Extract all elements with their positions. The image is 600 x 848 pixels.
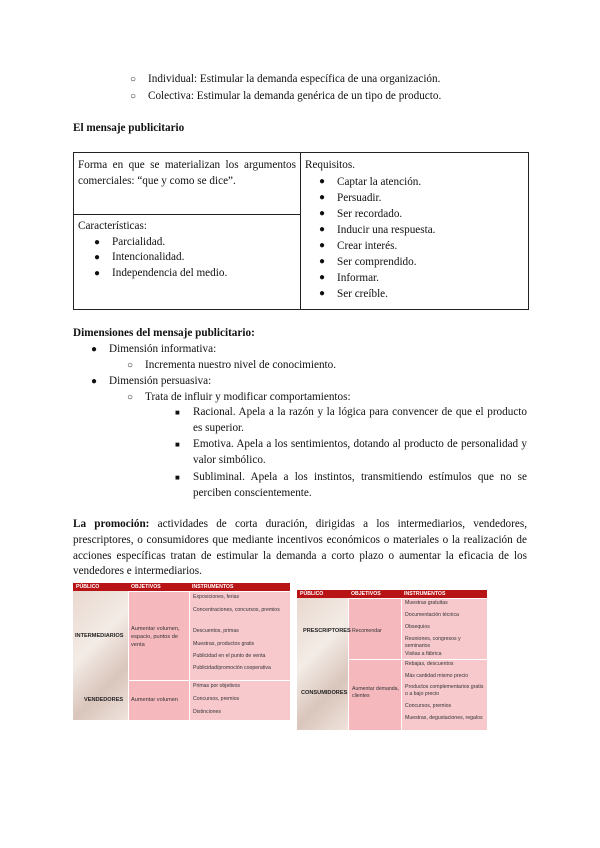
objetivo-cell: Recomendar [352,628,382,634]
list-item: ● Persuadir. [319,191,382,204]
instrument-item: Descuentos, primas [193,628,239,634]
instrument-item: Obsequios [405,624,430,630]
instrument-item: Rebajas, descuentos [405,661,454,667]
objetivo-cell: Aumentar volumen [131,697,178,703]
publico-label: CONSUMIDORES [301,690,348,696]
list-item: ● Ser creíble. [319,288,388,301]
dimensiones-heading: Dimensiones del mensaje publicitario: [73,327,255,339]
publico-label: VENDEDORES [84,697,124,703]
bullet-individual: ○ Individual: Estimular la demanda específica de una organización. [130,72,550,88]
promo-table-left [73,583,290,720]
instrument-item: Muestras, productos gratis [193,641,255,647]
instrument-item: Muestras, degustaciones, regalos [405,715,483,721]
persuasiva-sub: ○ Trata de influir y modificar comportamientos: [127,391,351,403]
list-item: ● Intencionalidad. [94,251,185,263]
requirements-title: Requisitos. [305,159,356,171]
header-row: PÚBLICO OBJETIVOS INSTRUMENTOS [73,583,290,591]
informativa-sub: ○ Incrementa nuestro nivel de conocimiento. [127,359,337,371]
list-item: ● Parcialidad. [94,235,166,248]
list-item: ● Ser recordado. [319,207,403,220]
dimension-persuasiva: ● Dimensión persuasiva: [91,375,212,387]
instrument-item: Concentraciones, concursos, premios [193,607,280,613]
circle-bullet-icon: ○ [130,91,137,102]
objetivo-cell: Aumentar demanda, clientes [352,686,400,699]
photo [297,598,348,730]
mensaje-table [73,152,529,310]
instrument-item: Reuniones, congresos y seminarios [405,636,461,649]
instrument-item: Publicidad/promoción cooperativa [193,665,271,671]
instrument-item: Concursos, premios [193,696,240,702]
tipo-subliminal: ■ Subliminal. Apela a los instintos, transmitiendo estímulos que no se perciben conscientemente. [175,471,527,499]
list-item: ● Ser comprendido. [319,255,417,268]
instrument-item: Exposiciones, ferias [193,594,240,600]
dimension-informativa: ● Dimensión informativa: [91,343,217,355]
list-item: ● Independencia del medio. [94,266,228,279]
instrument-item: Productos complementarios gratis o a bajo precio [405,684,484,697]
requirements-cell [305,158,523,302]
instrument-item: Más cantidad mismo precio [405,673,469,679]
characteristics-title: Características: [78,220,147,232]
tipo-emotiva: ■ Emotiva. Apela a los sentimientos, dotando al producto de personalidad y valor simbólico. [175,438,527,466]
publico-label: PRESCRIPTORES [303,628,351,634]
circle-bullet-icon: ○ [130,74,137,85]
instrument-item: Primas por objetivos [193,683,240,689]
list-item: ● Crear interés. [319,239,398,252]
publico-label: INTERMEDIARIOS [75,633,124,639]
list-item: ● Inducir una respuesta. [319,223,436,236]
instrument-item: Muestras gratuitas [405,600,448,606]
objetivo-cell: Aumentar volumen, espacio, puntos de venta [131,626,180,648]
instrument-item: Concursos, premios [405,703,452,709]
tipo-racional: ■ Racional. Apela a la razón y la lógica para convencer de que el producto es superior. [175,406,527,434]
bullet-colectiva: ○ Colectiva: Estimular la demanda genérica de un tipo de producto. [130,89,550,105]
instrument-item: Documentación técnica [405,612,459,618]
instrument-item: Publicidad en el punto de venta [193,653,266,659]
list-item: ● Captar la atención. [319,175,422,188]
characteristics-cell [78,219,296,281]
promocion-lead: La promoción: [73,518,150,530]
header-row: PÚBLICO OBJETIVOS INSTRUMENTOS [297,590,487,598]
instrument-item: Visitas a fábrica [405,651,442,657]
list-item: ● Informar. [319,272,379,285]
mensaje-heading: El mensaje publicitario [73,122,185,134]
definition-cell: Forma en que se materializan los argumentos comerciales: “que y como se dice”. [78,159,296,187]
instrument-item: Distinciones [193,709,221,715]
promocion-paragraph: La promoción: actividades de corta duración, dirigidas a los intermediarios, vendedores, prescriptores, o consumidores que mediante incentivos económicos o materiales o la realización de acciones específicas tratan de estimular la demanda a corto plazo o aumentar la eficacia de los vendedores e intermediarios. [73,518,527,578]
promo-table-right [297,590,487,730]
